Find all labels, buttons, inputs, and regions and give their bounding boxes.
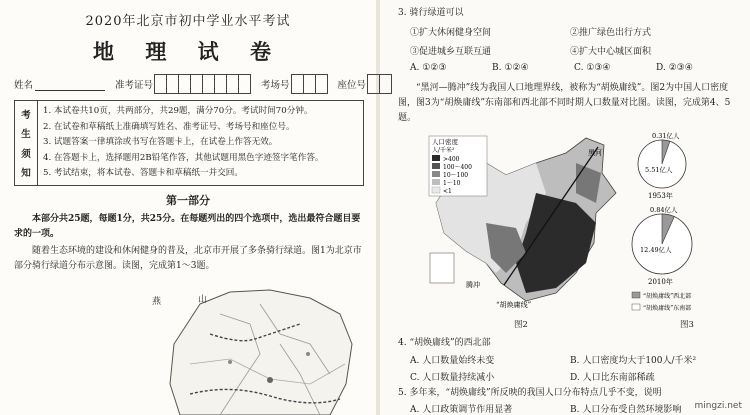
q3-option-2: ②推广绿色出行方式 — [570, 28, 652, 38]
pie1-year: 1953年 — [648, 192, 673, 200]
pie2-big-label: 12.49亿人 — [640, 246, 672, 254]
legend-item: >400 — [443, 156, 460, 163]
map-label-yan: 燕 — [152, 297, 162, 307]
pie1-small-label: 0.31亿人 — [652, 132, 680, 140]
q5-choice-b[interactable]: B. 人口分布受自然环境影响 — [570, 405, 682, 415]
legend-title: 人口密度 — [432, 138, 458, 146]
q4-option-row-1 — [410, 353, 696, 366]
q3-option-row-1 — [410, 25, 651, 38]
notice-side-char: 考 — [21, 109, 31, 121]
pie2-year: 2010年 — [648, 278, 673, 286]
label-heihe: 黑河 — [588, 149, 602, 157]
ticket-number-boxes[interactable] — [155, 74, 251, 94]
legend-northwest: “胡焕庸线”西北部 — [643, 293, 692, 300]
watermark-text: mingzi.net — [694, 401, 742, 411]
exam-title: 2020年北京市初中学业水平考试 — [85, 14, 291, 29]
q5-option-row — [410, 402, 681, 415]
notice-side-char: 生 — [21, 129, 31, 141]
q4-stem: 4. “胡焕庸线”的西北部 — [398, 338, 491, 348]
notice-item: 2. 在试卷和草稿纸上准确填写姓名、准考证号、考场号和座位号。 — [43, 121, 295, 132]
q5-stem: 5. 多年来，“胡焕庸线”所反映的我国人口分布特点几乎不变，说明 — [398, 388, 662, 398]
legend-item: 1～10 — [443, 180, 461, 187]
notice-side-char: 知 — [21, 168, 31, 180]
q3-option-3: ③促进城乡互联互通 — [410, 47, 492, 57]
q4-choice-c[interactable]: C. 人口数量持续减小 — [410, 373, 495, 383]
ticket-label: 准考证号 — [115, 80, 154, 91]
part-one-context: 随着生态环境的建设和休闲健身的普及，北京市开展了多条骑行绿道。图1为北京市部分骑行绿道分布示意图。读图，完成第1～3题。 — [14, 246, 362, 271]
south-sea-inset — [430, 253, 454, 283]
population-pie-charts — [636, 132, 746, 322]
label-hu-line: “胡焕庸线” — [496, 301, 532, 309]
china-population-density-map — [426, 133, 622, 315]
part-one-intro: 本部分共25题，每题1分，共25分。在每题列出的四个选项中，选出最符合题目要求的一项。 — [14, 214, 361, 239]
legend-southeast: “胡焕庸线”东南部 — [643, 305, 692, 312]
candidate-notice-box — [14, 100, 364, 186]
room-number-boxes[interactable] — [292, 74, 328, 94]
q4-choice-d[interactable]: D. 人口比东南部稀疏 — [570, 373, 655, 383]
q3-option-1: ①扩大休闲健身空间 — [410, 28, 492, 38]
notice-side-label — [15, 101, 38, 185]
q3-option-4: ④扩大中心城区面积 — [570, 47, 652, 57]
subject-title: 地 理 试 卷 — [93, 39, 283, 64]
name-label: 姓名 — [14, 80, 34, 91]
q3-choices — [410, 63, 693, 73]
q5-choice-a[interactable]: A. 人口政策调节作用显著 — [410, 405, 513, 415]
legend-unit: 人/千米² — [432, 147, 455, 154]
notice-side-char: 须 — [21, 148, 31, 160]
notice-item: 3. 试题答案一律填涂或书写在答题卡上，在试卷上作答无效。 — [43, 137, 278, 147]
q3-choice-a[interactable]: A. ①②③ — [410, 63, 447, 73]
q3-stem: 3. 骑行绿道可以 — [398, 8, 464, 18]
notice-item: 1. 本试卷共10页，共两部分，共29题，满分70分。考试时间70分钟。 — [43, 106, 313, 116]
notice-items — [38, 101, 363, 185]
part-one-title: 第一部分 — [166, 194, 210, 207]
label-tengchong: 腾冲 — [466, 281, 480, 289]
legend-item: <1 — [443, 188, 452, 195]
q3-option-row-2 — [410, 44, 651, 57]
q4-choice-b[interactable]: B. 人口密度均大于100人/千米² — [570, 356, 697, 366]
q3-choice-d[interactable]: D. ②③④ — [656, 63, 693, 73]
legend-item: 100～400 — [443, 164, 472, 171]
fig2-caption: 图2 — [514, 320, 528, 330]
candidate-info-row — [14, 74, 402, 94]
notice-item: 5. 考试结束，将本试卷、答题卡和草稿纸一并交回。 — [43, 168, 243, 178]
q3-choice-c[interactable]: C. ①③④ — [574, 63, 611, 73]
q3-choice-b[interactable]: B. ①②④ — [492, 63, 529, 73]
room-label: 考场号 — [261, 80, 290, 91]
legend-item: 10～100 — [443, 172, 469, 179]
q4-option-row-2 — [410, 370, 655, 383]
pie2-small-label: 0.84亿人 — [650, 206, 678, 214]
map-label-shan: 山 — [198, 295, 208, 305]
pie1-big-label: 5.51亿人 — [645, 166, 673, 174]
name-field[interactable] — [35, 78, 105, 91]
seat-label: 座位号 — [337, 80, 367, 91]
fig3-caption: 图3 — [680, 320, 694, 330]
context-hu-line: “黑河—腾冲”线为我国人口地理界线，被称为“胡焕庸线”。图2为中国人口密度图，图3为“胡焕庸线”东南部和西北部不同时期人口数量对比图。读图，完成第4、5题。 — [398, 83, 731, 123]
notice-item: 4. 在答题卡上，选择题用2B铅笔作答，其他试题用黑色字迹签字笔作答。 — [43, 152, 324, 163]
beijing-greenway-map — [152, 284, 360, 415]
seat-number-boxes[interactable] — [368, 74, 392, 94]
q4-choice-a[interactable]: A. 人口数量始终未变 — [410, 356, 495, 366]
